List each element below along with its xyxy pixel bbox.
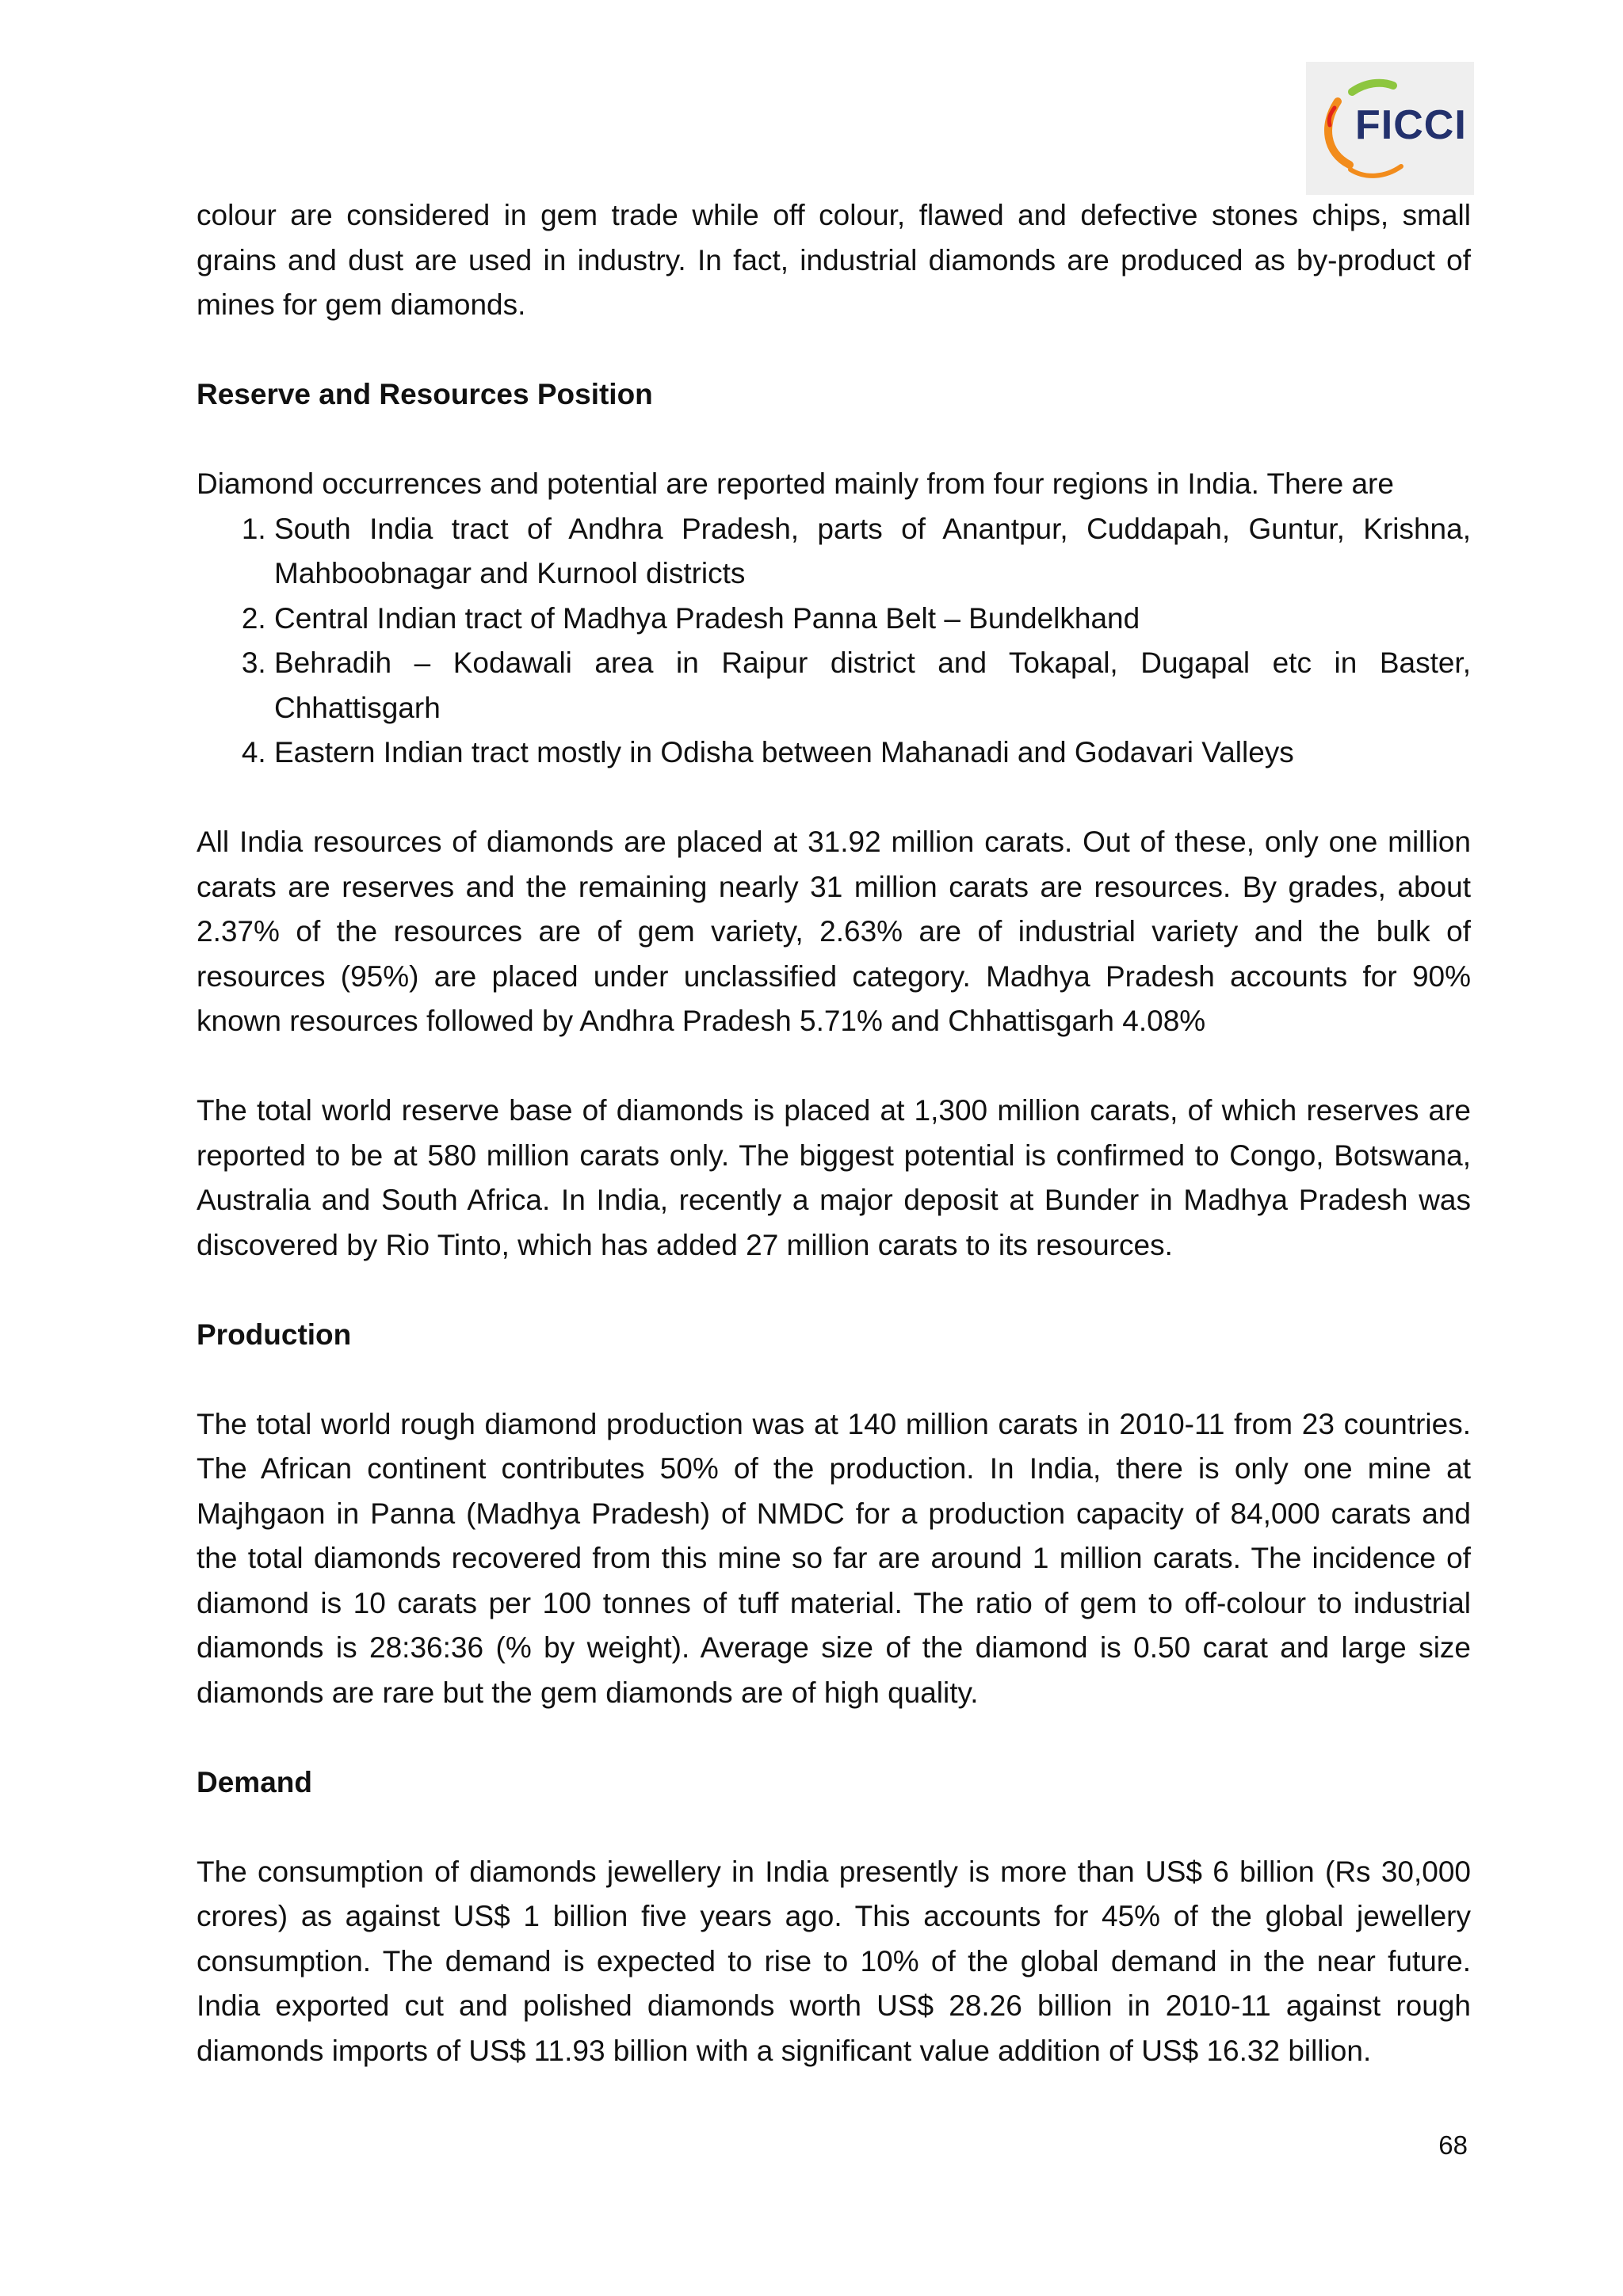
paragraph-intro-continued: colour are considered in gem trade while off colour, flawed and defective stones chips, small grains and dust are used in industry. In fact, industrial diamonds are produced as by-product of mines for gem diamonds. [197, 199, 1471, 321]
list-item: 3. Behradih – Kodawali area in Raipur district and Tokapal, Dugapal etc in Baster, Chhattisgarh [274, 641, 1471, 730]
heading-reserve-resources: Reserve and Resources Position [197, 378, 653, 410]
list-item: 2. Central Indian tract of Madhya Pradesh Panna Belt – Bundelkhand [274, 597, 1471, 642]
list-item: 4. Eastern Indian tract mostly in Odisha between Mahanadi and Godavari Valleys [274, 730, 1471, 776]
list-item: 1. South India tract of Andhra Pradesh, parts of Anantpur, Cuddapah, Guntur, Krishna, Mahboobnagar and Kurnool districts [274, 507, 1471, 597]
paragraph-india-resources: All India resources of diamonds are placed at 31.92 million carats. Out of these, only one million carats are reserves and the remaining nearly 31 million carats are resources. By grades, about 2.37% of the resources are of gem variety, 2.63% are of industrial variety and the bulk of resources (95%) are placed under unclassified category. Madhya Pradesh accounts for 90% known resources followed by Andhra Pradesh 5.71% and Chhattisgarh 4.08% [197, 826, 1471, 1037]
paragraph-world-reserve: The total world reserve base of diamonds is placed at 1,300 million carats, of which reserves are reported to be at 580 million carats only. The biggest potential is confirmed to Congo, Botswana, Australia and South Africa. In India, recently a major deposit at Bunder in Madhya Pradesh was discovered by Rio Tinto, which has added 27 million carats to its resources. [197, 1094, 1471, 1261]
heading-demand: Demand [197, 1765, 312, 1798]
ficci-logo [1306, 62, 1474, 195]
paragraph-production: The total world rough diamond production was at 140 million carats in 2010-11 from 23 countries. The African continent contributes 50% of the production. In India, there is only one mine at Majhgaon in Panna (Madhya Pradesh) of NMDC for a production capacity of 84,000 carats and the total diamonds recovered from this mine so far are around 1 million carats. The incidence of diamond is 10 carats per 100 tonnes of tuff material. The ratio of gem to off-colour to industrial diamonds is 28:36:36 (% by weight). Average size of the diamond is 0.50 carat and large size diamonds are rare but the gem diamonds are of high quality. [197, 1407, 1471, 1709]
paragraph-demand: The consumption of diamonds jewellery in India presently is more than US$ 6 billion (Rs 30,000 crores) as against US$ 1 billion five years ago. This accounts for 45% of the global jewellery consumption. The demand is expected to rise to 10% of the global demand in the near future. India exported cut and polished diamonds worth US$ 28.26 billion in 2010-11 against rough diamonds imports of US$ 11.93 billion with a significant value addition of US$ 16.32 billion. [197, 1855, 1471, 2067]
regions-list [197, 507, 1471, 776]
document-body [197, 193, 1471, 2119]
page-number: 68 [1438, 2130, 1468, 2160]
logo-text: FICCI [1355, 102, 1467, 148]
heading-production: Production [197, 1318, 352, 1351]
paragraph-regions-intro: Diamond occurrences and potential are reported mainly from four regions in India. There are [197, 467, 1394, 500]
